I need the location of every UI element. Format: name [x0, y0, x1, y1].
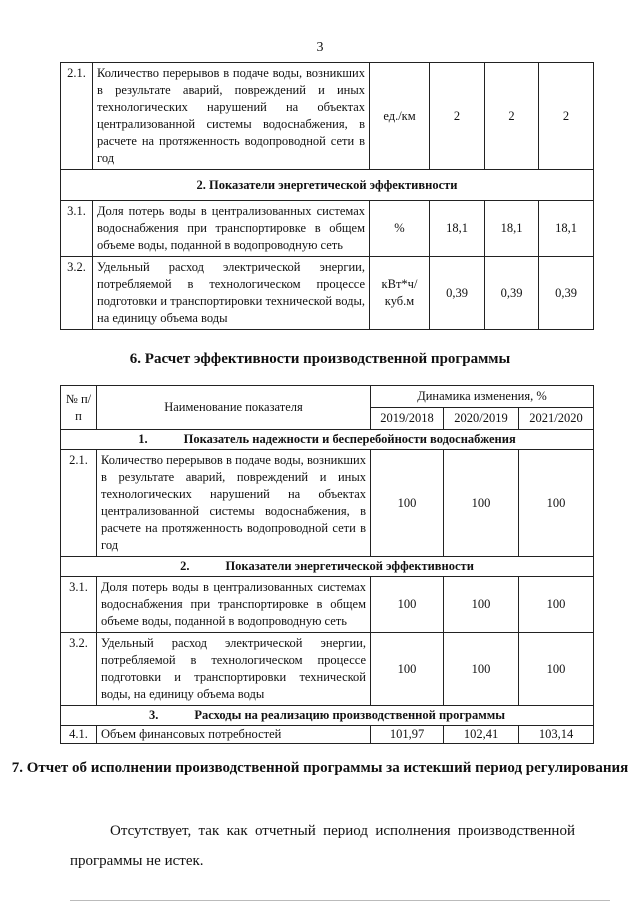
section-6-heading: 6. Расчет эффективности производственной программы [129, 351, 511, 367]
value-cell: 103,14 [519, 726, 594, 744]
page-number: 3 [316, 40, 324, 55]
value-cell: 100 [444, 633, 519, 706]
row-number: 3.1. [61, 201, 93, 257]
section-number: 2. [180, 559, 190, 573]
indicator-name: Удельный расход электрической энергии, потребляемой в технологическом процессе подготовки и транспортировки технической воды, на единицу объема воды [93, 257, 370, 330]
table-row [61, 257, 594, 330]
indicator-name: Количество перерывов в подаче воды, возникших в результате аварий, повреждений и иных технологических нарушений на объектах централизованной системы водоснабжения, в расчете на протяженность водопроводной сети в год [97, 450, 371, 557]
section-title: Расходы на реализацию производственной программы [194, 708, 506, 722]
value-cell: 18,1 [430, 201, 485, 257]
indicator-name: Доля потерь воды в централизованных системах водоснабжения при транспортировке в общем объеме воды, поданной в водопроводную сеть [97, 577, 371, 633]
value-cell: 100 [444, 577, 519, 633]
unit-cell: % [370, 201, 430, 257]
header-year: 2020/2019 [444, 408, 519, 430]
value-cell: 18,1 [539, 201, 594, 257]
indicators-table-continuation [60, 62, 594, 330]
header-num: № п/п [61, 386, 97, 430]
value-cell: 100 [519, 633, 594, 706]
header-dynamics: Динамика изменения, % [371, 386, 594, 408]
scan-edge [70, 900, 610, 901]
value-cell: 101,97 [371, 726, 444, 744]
value-cell: 100 [371, 450, 444, 557]
row-number: 3.2. [61, 633, 97, 706]
section-row [61, 170, 594, 201]
section-number: 3. [148, 708, 159, 722]
value-cell: 2 [430, 63, 485, 170]
section-title: 2. Показатели энергетической эффективности [61, 170, 594, 201]
value-cell: 100 [444, 450, 519, 557]
section-number: 1. [138, 432, 148, 446]
unit-cell: кВт*ч/ куб.м [370, 257, 430, 330]
row-number: 4.1. [61, 726, 97, 744]
section-row [61, 706, 594, 726]
table-row [61, 577, 594, 633]
table-row [61, 633, 594, 706]
indicator-name: Удельный расход электрической энергии, потребляемой в технологическом процессе подготовки и транспортировки технической воды, на единицу объема воды [97, 633, 371, 706]
value-cell: 100 [371, 577, 444, 633]
value-cell: 0,39 [485, 257, 539, 330]
value-cell: 100 [519, 450, 594, 557]
value-cell: 2 [485, 63, 539, 170]
section-7-heading: 7. Отчет об исполнении производственной программы за истекший период регулирования [11, 760, 629, 776]
value-cell: 0,39 [539, 257, 594, 330]
section-row [61, 430, 594, 450]
value-cell: 18,1 [485, 201, 539, 257]
table-row [61, 726, 594, 744]
value-cell: 100 [519, 577, 594, 633]
section-row [61, 557, 594, 577]
row-number: 3.1. [61, 577, 97, 633]
row-number: 3.2. [61, 257, 93, 330]
header-row [61, 386, 594, 408]
indicator-name: Количество перерывов в подаче воды, возникших в результате аварий, повреждений и иных технологических нарушений на объектах централизованной системы водоснабжения, в расчете на протяженность водопроводной сети в год [93, 63, 370, 170]
indicator-name: Доля потерь воды в централизованных системах водоснабжения при транспортировке в общем объеме воды, поданной в водопроводную сеть [93, 201, 370, 257]
header-year: 2021/2020 [519, 408, 594, 430]
table-row [61, 450, 594, 557]
value-cell: 2 [539, 63, 594, 170]
row-number: 2.1. [61, 450, 97, 557]
table-row [61, 201, 594, 257]
value-cell: 0,39 [430, 257, 485, 330]
row-number: 2.1. [61, 63, 93, 170]
table-row [61, 63, 594, 170]
header-year: 2019/2018 [371, 408, 444, 430]
indicator-name: Объем финансовых потребностей [97, 726, 371, 744]
section-title: Показатели энергетической эффективности [225, 559, 474, 573]
value-cell: 100 [371, 633, 444, 706]
unit-cell: ед./км [370, 63, 430, 170]
value-cell: 102,41 [444, 726, 519, 744]
section-7-text: Отсутствует, так как отчетный период исполнения производственной программы не истек. [70, 823, 575, 869]
section-title: Показатель надежности и бесперебойности водоснабжения [183, 432, 516, 446]
header-name: Наименование показателя [97, 386, 371, 430]
efficiency-table [60, 385, 594, 744]
